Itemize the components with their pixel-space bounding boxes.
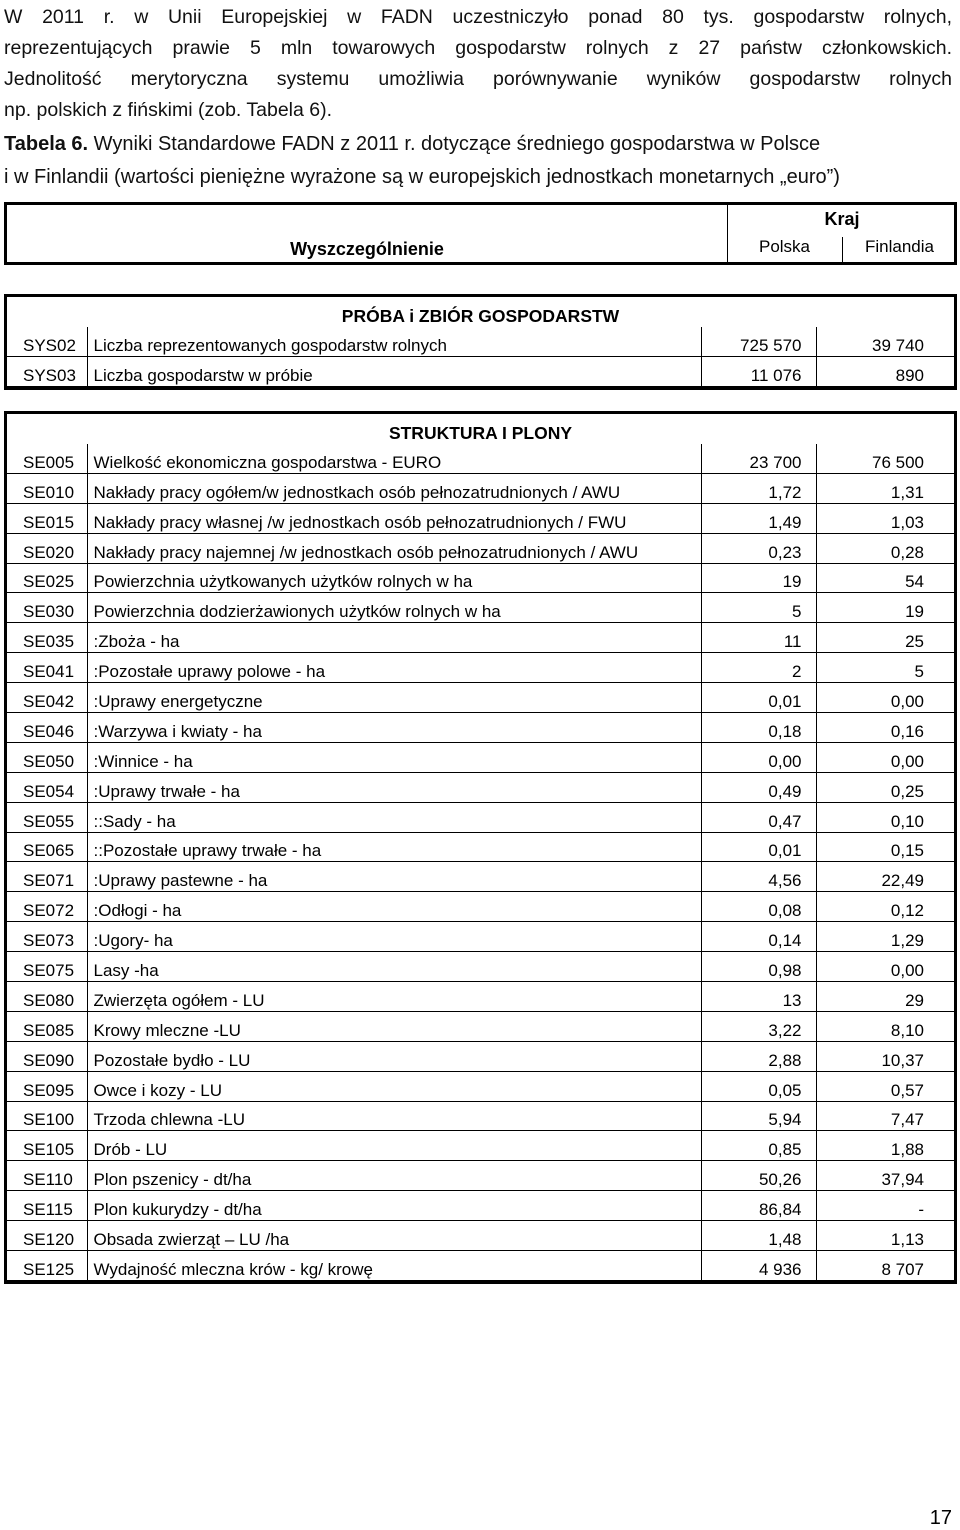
section-title: STRUKTURA I PLONY (388, 423, 573, 443)
row-code: SYS03 (7, 356, 87, 386)
row-code: SE125 (7, 1251, 87, 1281)
row-value-finlandia: 10,37 (816, 1041, 954, 1071)
row-value-polska: 1,49 (701, 503, 816, 533)
table-row (7, 952, 954, 982)
row-value-polska: 0,49 (701, 772, 816, 802)
row-code: SE115 (7, 1191, 87, 1221)
row-value-finlandia: 8 707 (816, 1251, 954, 1281)
row-description: Powierzchnia użytkowanych użytków rolnych w ha (87, 563, 701, 593)
table-row (7, 832, 954, 862)
caption-label: Tabela 6. (4, 133, 89, 155)
row-value-finlandia: 76 500 (816, 444, 954, 473)
row-value-finlandia: 0,00 (816, 952, 954, 982)
row-description: :Winnice - ha (87, 742, 701, 772)
caption-line (4, 128, 954, 161)
table-row (7, 862, 954, 892)
row-value-finlandia: 1,03 (816, 503, 954, 533)
row-value-polska: 0,00 (701, 742, 816, 772)
row-value-finlandia: 39 740 (816, 327, 954, 356)
row-description: :Zboża - ha (87, 623, 701, 653)
row-description: :Uprawy energetyczne (87, 683, 701, 713)
row-value-polska: 5 (701, 593, 816, 623)
row-value-finlandia: 22,49 (816, 862, 954, 892)
row-code: SE065 (7, 832, 87, 862)
header-col-polska: Polska (727, 237, 843, 262)
row-value-finlandia: 0,00 (816, 742, 954, 772)
row-value-polska: 0,01 (701, 832, 816, 862)
row-value-finlandia: 0,25 (816, 772, 954, 802)
row-value-polska: 11 076 (701, 356, 816, 386)
row-value-polska: 19 (701, 563, 816, 593)
row-description: Drób - LU (87, 1131, 701, 1161)
row-description: Wydajność mleczna krów - kg/ krowę (87, 1251, 701, 1281)
row-value-polska: 1,48 (701, 1221, 816, 1251)
row-description: Liczba reprezentowanych gospodarstw rolnych (87, 327, 701, 356)
section-struktura-table (4, 411, 957, 1284)
row-value-polska: 4 936 (701, 1251, 816, 1281)
row-value-finlandia: 25 (816, 623, 954, 653)
row-description: Nakłady pracy ogółem/w jednostkach osób pełnozatrudnionych / AWU (87, 473, 701, 503)
row-value-finlandia: 5 (816, 653, 954, 683)
row-value-polska: 2,88 (701, 1041, 816, 1071)
intro-paragraph (4, 2, 952, 126)
table-row (7, 1041, 954, 1071)
row-value-finlandia: 0,12 (816, 892, 954, 922)
row-value-finlandia: 37,94 (816, 1161, 954, 1191)
row-description: Lasy -ha (87, 952, 701, 982)
row-value-finlandia: 7,47 (816, 1101, 954, 1131)
row-value-finlandia: 0,15 (816, 832, 954, 862)
header-kraj: Kraj (824, 209, 860, 229)
row-code: SE090 (7, 1041, 87, 1071)
row-value-polska: 0,98 (701, 952, 816, 982)
table-row (7, 683, 954, 713)
row-description: :Warzywa i kwiaty - ha (87, 713, 701, 743)
row-value-polska: 3,22 (701, 1011, 816, 1041)
row-value-finlandia: 0,16 (816, 713, 954, 743)
row-value-finlandia: 0,00 (816, 683, 954, 713)
table-row (7, 444, 954, 473)
row-description: :Uprawy trwałe - ha (87, 772, 701, 802)
row-description: Trzoda chlewna -LU (87, 1101, 701, 1131)
row-value-finlandia: 1,29 (816, 922, 954, 952)
row-value-finlandia: 19 (816, 593, 954, 623)
row-value-finlandia: - (816, 1191, 954, 1221)
row-code: SE035 (7, 623, 87, 653)
table-row (7, 473, 954, 503)
row-value-finlandia: 0,10 (816, 802, 954, 832)
row-description: Krowy mleczne -LU (87, 1011, 701, 1041)
row-code: SE046 (7, 713, 87, 743)
row-code: SE041 (7, 653, 87, 683)
row-code: SE015 (7, 503, 87, 533)
row-description: :Uprawy pastewne - ha (87, 862, 701, 892)
row-code: SE042 (7, 683, 87, 713)
row-code: SE030 (7, 593, 87, 623)
table-row (7, 713, 954, 743)
table-row (7, 623, 954, 653)
intro-line: W 2011 r. w Unii Europejskiej w FADN uczestniczyło ponad 80 tys. gospodarstw rolnych, (4, 6, 952, 28)
table-header (4, 202, 957, 265)
row-value-polska: 1,72 (701, 473, 816, 503)
table-row (7, 742, 954, 772)
row-code: SE054 (7, 772, 87, 802)
row-value-polska: 4,56 (701, 862, 816, 892)
row-description: Zwierzęta ogółem - LU (87, 982, 701, 1012)
table-row (7, 356, 954, 386)
table-row (7, 1191, 954, 1221)
row-code: SE085 (7, 1011, 87, 1041)
row-description: Liczba gospodarstw w próbie (87, 356, 701, 386)
header-desc-cell (7, 205, 728, 262)
row-value-polska: 725 570 (701, 327, 816, 356)
row-description: :Odłogi - ha (87, 892, 701, 922)
row-code: SE020 (7, 533, 87, 563)
row-code: SE025 (7, 563, 87, 593)
row-code: SE073 (7, 922, 87, 952)
row-description: Nakłady pracy własnej /w jednostkach osób pełnozatrudnionych / FWU (87, 503, 701, 533)
table-row (7, 1011, 954, 1041)
table-row (7, 1101, 954, 1131)
intro-line: Jednolitość merytoryczna systemu umożliwia porównywanie wyników gospodarstw rolnych (4, 68, 952, 90)
table-row (7, 922, 954, 952)
header-wyszczegolnienie: Wyszczególnienie (290, 239, 444, 259)
row-value-finlandia: 29 (816, 982, 954, 1012)
table-row (7, 1221, 954, 1251)
row-value-polska: 0,01 (701, 683, 816, 713)
row-value-polska: 50,26 (701, 1161, 816, 1191)
table-row (7, 1251, 954, 1281)
row-description: Nakłady pracy najemnej /w jednostkach osób pełnozatrudnionych / AWU (87, 533, 701, 563)
row-code: SE110 (7, 1161, 87, 1191)
row-description: ::Sady - ha (87, 802, 701, 832)
row-description: Plon kukurydzy - dt/ha (87, 1191, 701, 1221)
row-code: SE050 (7, 742, 87, 772)
row-description: Plon pszenicy - dt/ha (87, 1161, 701, 1191)
table-row (7, 327, 954, 356)
row-value-finlandia: 1,31 (816, 473, 954, 503)
page-number: 17 (929, 1507, 952, 1529)
row-value-polska: 2 (701, 653, 816, 683)
table-row (7, 1161, 954, 1191)
row-value-polska: 13 (701, 982, 816, 1012)
table-row (7, 892, 954, 922)
row-code: SE071 (7, 862, 87, 892)
table-row (7, 533, 954, 563)
row-value-polska: 0,23 (701, 533, 816, 563)
row-value-finlandia: 890 (816, 356, 954, 386)
row-value-finlandia: 54 (816, 563, 954, 593)
caption-line: i w Finlandii (wartości pieniężne wyrażone są w europejskich jednostkach monetarnych „euro”) (4, 166, 840, 188)
table-row (7, 653, 954, 683)
row-code: SE075 (7, 952, 87, 982)
table-row (7, 1071, 954, 1101)
table-row (7, 503, 954, 533)
row-value-finlandia: 8,10 (816, 1011, 954, 1041)
section-proba-table (4, 294, 957, 390)
table-row (7, 772, 954, 802)
row-code: SE120 (7, 1221, 87, 1251)
row-code: SE005 (7, 444, 87, 473)
row-value-finlandia: 1,88 (816, 1131, 954, 1161)
row-description: Powierzchnia dodzierżawionych użytków rolnych w ha (87, 593, 701, 623)
row-value-finlandia: 1,13 (816, 1221, 954, 1251)
header-col-finlandia: Finlandia (865, 237, 934, 256)
row-description: Owce i kozy - LU (87, 1071, 701, 1101)
row-value-polska: 11 (701, 623, 816, 653)
row-value-polska: 0,18 (701, 713, 816, 743)
row-value-polska: 0,08 (701, 892, 816, 922)
row-code: SE010 (7, 473, 87, 503)
row-value-polska: 0,85 (701, 1131, 816, 1161)
table-row (7, 982, 954, 1012)
intro-line: reprezentujących prawie 5 mln towarowych gospodarstw rolnych z 27 państw członkowskich. (4, 37, 952, 59)
row-code: SE072 (7, 892, 87, 922)
table-row (7, 802, 954, 832)
row-value-finlandia: 0,28 (816, 533, 954, 563)
row-value-polska: 0,47 (701, 802, 816, 832)
table-row (7, 593, 954, 623)
caption-text: Wyniki Standardowe FADN z 2011 r. dotyczące średniego gospodarstwa w Polsce (88, 133, 821, 155)
row-description: Wielkość ekonomiczna gospodarstwa - EURO (87, 444, 701, 473)
row-code: SYS02 (7, 327, 87, 356)
section-title: PRÓBA i ZBIÓR GOSPODARSTW (341, 306, 620, 326)
row-description: Pozostałe bydło - LU (87, 1041, 701, 1071)
row-value-polska: 0,14 (701, 922, 816, 952)
row-value-finlandia: 0,57 (816, 1071, 954, 1101)
row-value-polska: 5,94 (701, 1101, 816, 1131)
intro-line: np. polskich z fińskimi (zob. Tabela 6). (4, 99, 333, 121)
row-code: SE105 (7, 1131, 87, 1161)
row-code: SE080 (7, 982, 87, 1012)
table-row (7, 1131, 954, 1161)
row-value-polska: 86,84 (701, 1191, 816, 1221)
row-value-polska: 0,05 (701, 1071, 816, 1101)
table-caption (4, 128, 954, 194)
row-description: ::Pozostałe uprawy trwałe - ha (87, 832, 701, 862)
row-code: SE100 (7, 1101, 87, 1131)
row-description: Obsada zwierząt – LU /ha (87, 1221, 701, 1251)
table-row (7, 563, 954, 593)
row-code: SE055 (7, 802, 87, 832)
row-code: SE095 (7, 1071, 87, 1101)
row-description: :Ugory- ha (87, 922, 701, 952)
row-value-polska: 23 700 (701, 444, 816, 473)
row-description: :Pozostałe uprawy polowe - ha (87, 653, 701, 683)
